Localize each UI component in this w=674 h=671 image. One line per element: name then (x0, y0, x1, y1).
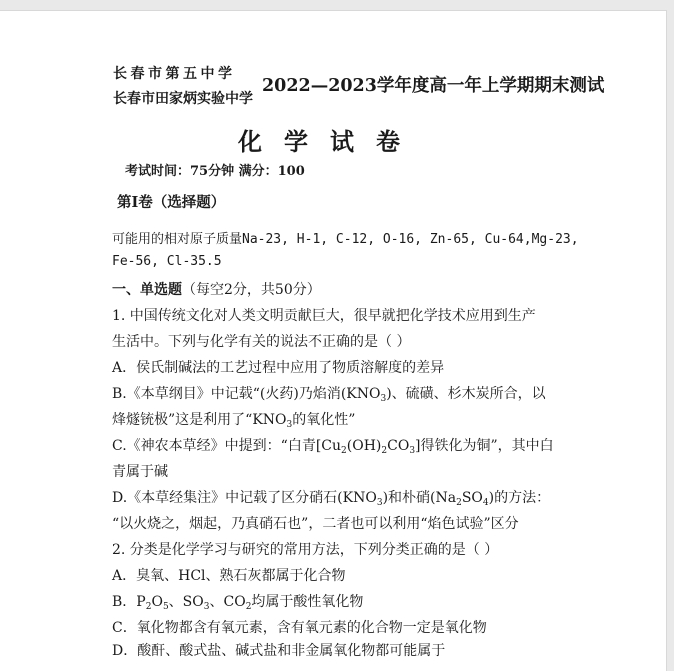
atomic-masses-line-2: Fe-56, Cl-35.5 (112, 254, 222, 269)
part-one-heading (112, 279, 321, 299)
subject-title: 化学试卷 (238, 127, 422, 156)
part-one-note: （每空2分，共50分） (182, 282, 321, 298)
q1-option-a: A．侯氏制碱法的工艺过程中应用了物质溶解度的差异 (112, 360, 445, 376)
q2-option-d-partial: D．酸酐、酸式盐、碱式盐和非金属氧化物都可能属于 (112, 643, 446, 659)
q1-option-b-line-2: 烽燧铳极”这是利用了“$KNO_3$的氧化性” (112, 412, 356, 430)
atomic-masses-line-1: 可能用的相对原子质量Na-23, H-1, C-12, O-16, Zn-65, Cu-64,Mg-23, (112, 232, 579, 247)
exam-info: 考试时间：75分钟 满分：100 (125, 164, 305, 179)
q1-stem-line-2: 生活中。下列与化学有关的说法不正确的是（ ） (112, 334, 411, 350)
q2-stem: 2. 分类是化学学习与研究的常用方法，下列分类正确的是（ ） (112, 542, 499, 558)
q2-option-b: B．$P_2O_5$、$SO_3$、$CO_2$均属于酸性氧化物 (112, 594, 364, 612)
q2-option-a: A．臭氧、HCl、熟石灰都属于化合物 (112, 568, 346, 584)
part-one-label: 一、单选题 (112, 282, 182, 298)
q2-option-c: C．氧化物都含有氧元素，含有氧元素的化合物一定是氧化物 (112, 620, 487, 636)
school-name-1: 长春市第五中学 (113, 66, 236, 82)
school-name-2: 长春市田家炳实验中学 (113, 91, 253, 107)
q1-option-c-line-2: 青属于碱 (112, 464, 168, 480)
q1-option-d-line-2: “以火烧之，烟起，乃真硝石也”，二者也可以利用“焰色试验”区分 (112, 516, 519, 532)
exam-title: 2022—2023学年度高一年上学期期末测试 (262, 76, 605, 96)
q1-option-b-line-1: B.《本草纲目》中记载“(火药)乃焰消$(KNO_3)$、硫磺、杉木炭所合，以 (112, 386, 546, 404)
q1-stem-line-1: 1. 中国传统文化对人类文明贡献巨大，很早就把化学技术应用到生产 (112, 308, 536, 324)
section-title: 第Ⅰ卷（选择题） (117, 194, 226, 211)
q1-option-d-line-1: D.《本草经集注》中记载了区分硝石$(KNO_3)$和朴硝$(Na_2SO_4)$的方法： (112, 490, 551, 508)
q1-option-c-line-1: C.《神农本草经》中提到：“白青$[Cu_2(OH)_2CO_3]$得铁化为铜”，其中白 (112, 438, 554, 456)
